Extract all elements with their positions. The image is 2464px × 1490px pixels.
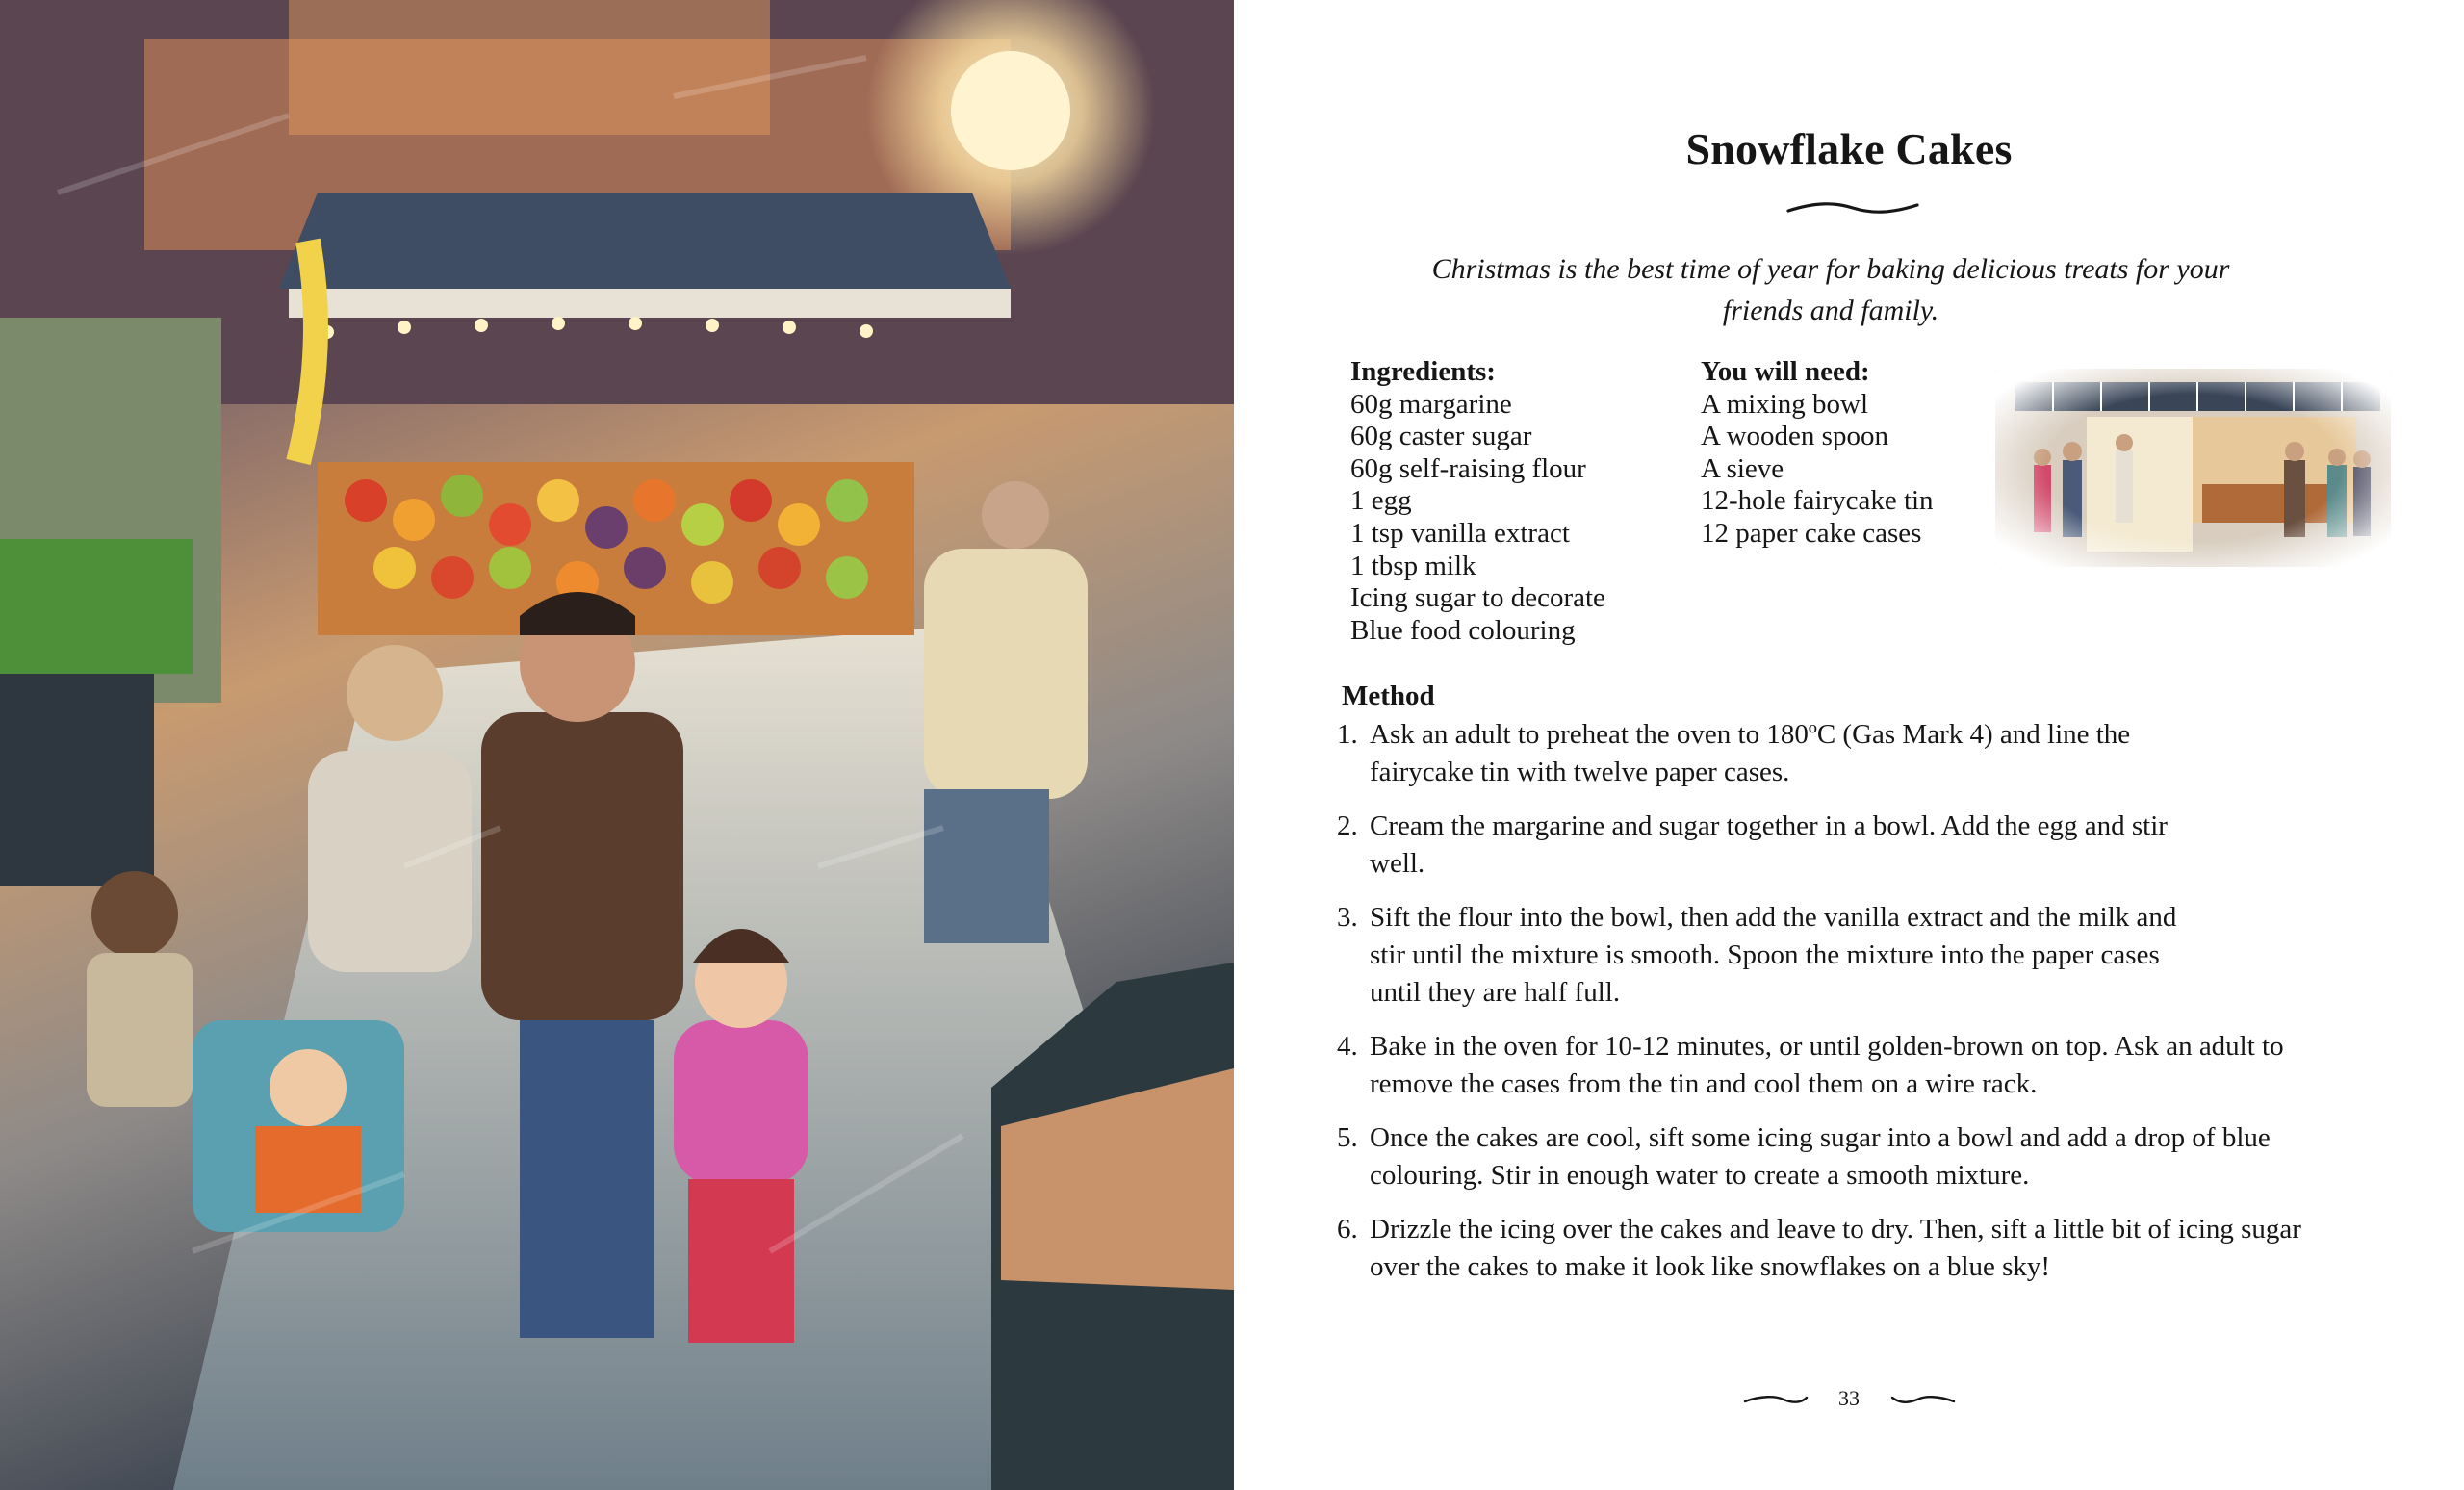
recipe-page <box>1234 0 2464 1490</box>
method-step <box>1337 716 2376 791</box>
equipment-item: A sieve <box>1701 452 1784 484</box>
footer-swash-left-ornament <box>1743 1386 1809 1411</box>
equipment-heading: You will need: <box>1701 356 1870 387</box>
step-text: Drizzle the icing over the cakes and leave to dry. Then, sift a little bit of icing sugar over the cakes to make it look like snowflakes on a blue sky! <box>1370 1214 2301 1282</box>
equipment-item: 12-hole fairycake tin <box>1701 485 1934 517</box>
shop-vignette-illustration <box>1995 369 2391 567</box>
ingredient-item: 1 egg <box>1350 485 1412 517</box>
step-text: Ask an adult to preheat the oven to 180ºC (Gas Mark 4) and line the fairycake tin with twelve paper cases. <box>1370 719 2131 787</box>
step-text: Sift the flour into the bowl, then add the vanilla extract and the milk and stir until the mixture is smooth. Spoon the mixture into the paper cases until they are half full. <box>1370 902 2177 1008</box>
equipment-item: A wooden spoon <box>1701 421 1888 452</box>
step-text: Bake in the oven for 10-12 minutes, or until golden-brown on top. Ask an adult to remove the cases from the tin and cool them on a wire rack. <box>1370 1031 2284 1099</box>
ingredients-heading: Ingredients: <box>1350 356 1496 387</box>
step-number: 2. <box>1337 810 1358 841</box>
method-step <box>1337 1028 2376 1103</box>
ingredient-item: 1 tsp vanilla extract <box>1350 517 1570 549</box>
page-number: 33 <box>1838 1385 1860 1410</box>
method-step <box>1337 808 2376 883</box>
step-text: Once the cakes are cool, sift some icing sugar into a bowl and add a drop of blue colouring. Stir in enough water to create a smooth mixture. <box>1370 1122 2271 1191</box>
method-step <box>1337 1211 2376 1286</box>
recipe-title: Snowflake Cakes <box>1685 124 2013 173</box>
step-number: 1. <box>1337 719 1358 750</box>
equipment-item: 12 paper cake cases <box>1701 517 1922 549</box>
method-step <box>1337 1119 2376 1195</box>
step-number: 5. <box>1337 1122 1358 1153</box>
step-number: 3. <box>1337 902 1358 933</box>
page-footer <box>1234 1384 2464 1411</box>
step-number: 6. <box>1337 1214 1358 1245</box>
equipment-section <box>1701 356 1989 551</box>
footer-swash-right-ornament <box>1890 1386 1956 1411</box>
method-steps <box>1337 716 2376 1302</box>
method-step <box>1337 899 2376 1012</box>
ingredient-item: Icing sugar to decorate <box>1350 582 1605 614</box>
ingredient-item: 1 tbsp milk <box>1350 550 1476 581</box>
step-text: Cream the margarine and sugar together in a bowl. Add the egg and stir well. <box>1370 810 2168 879</box>
ingredients-section <box>1350 356 1697 647</box>
ingredient-item: 60g self-raising flour <box>1350 452 1586 484</box>
ingredient-item: 60g caster sugar <box>1350 421 1532 452</box>
method-heading: Method <box>1342 681 1435 711</box>
recipe-intro: Christmas is the best time of year for baking delicious treats for your friends and family. <box>1431 253 2230 326</box>
step-number: 4. <box>1337 1031 1358 1062</box>
title-swash-ornament <box>1786 200 1919 216</box>
equipment-item: A mixing bowl <box>1701 388 1869 420</box>
ingredient-item: Blue food colouring <box>1350 614 1576 646</box>
ingredient-item: 60g margarine <box>1350 388 1512 420</box>
